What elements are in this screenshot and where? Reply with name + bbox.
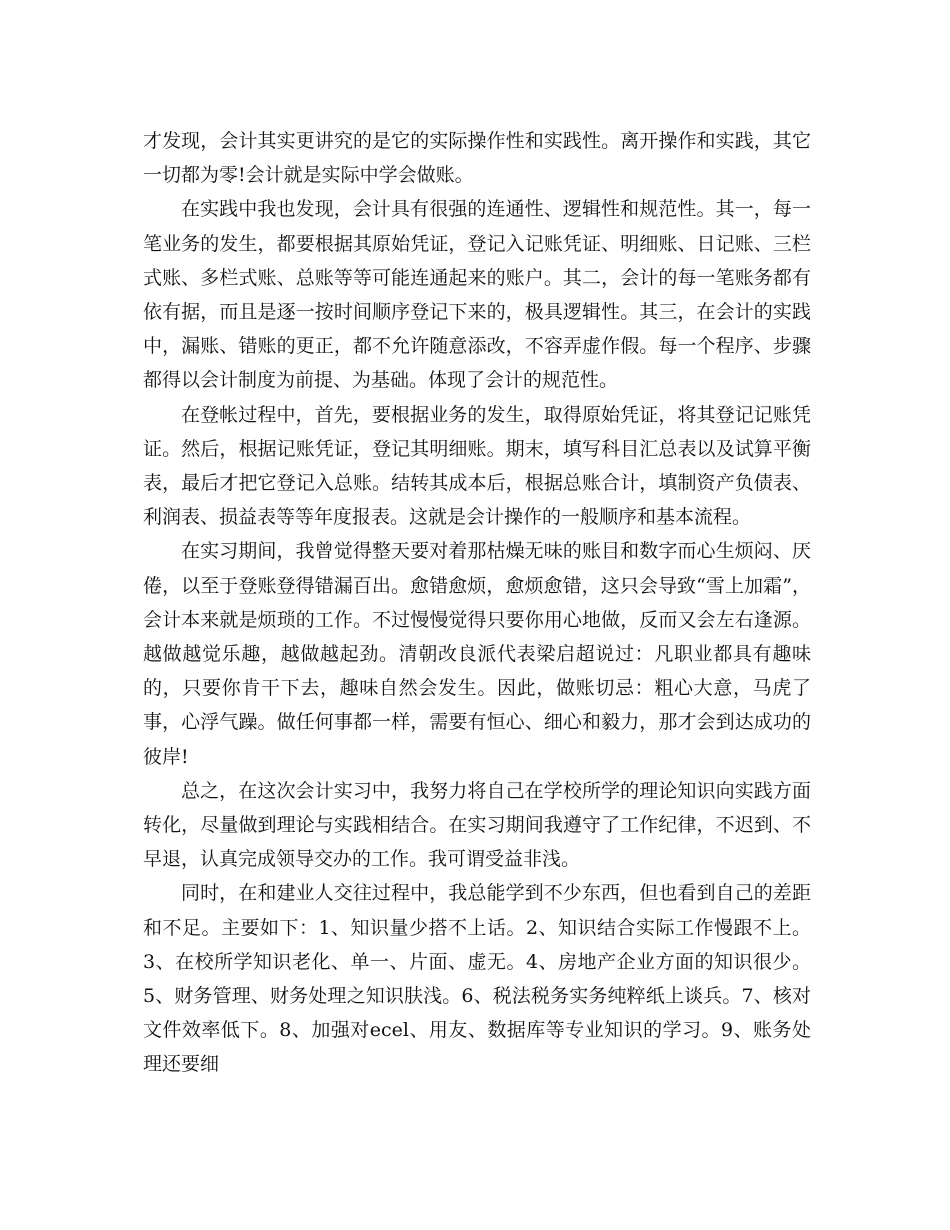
- document-body: [143, 124, 811, 1082]
- paragraph-6: 同时，在和建业人交往过程中，我总能学到不少东西，但也看到自己的差距和不足。主要如下：1、知识量少搭不上话。2、知识结合实际工作慢跟不上。3、在校所学知识老化、单一、片面、虚无。4、房地产企业方面的知识很少。5、财务管理、财务处理之知识肤浅。6、税法税务实务纯粹纸上谈兵。7、核对文件效率低下。8、加强对ecel、用友、数据库等专业知识的学习。9、账务处理还要细: [143, 882, 811, 1076]
- paragraph-3: 在登帐过程中，首先，要根据业务的发生，取得原始凭证，将其登记记账凭证。然后，根据记账凭证，登记其明细账。期末，填写科目汇总表以及试算平衡表，最后才把它登记入总账。结转其成本后，根据总账合计，填制资产负债表、利润表、损益表等等年度报表。这就是会计操作的一般顺序和基本流程。: [143, 403, 811, 529]
- paragraph-2: 在实践中我也发现，会计具有很强的连通性、逻辑性和规范性。其一，每一笔业务的发生，都要根据其原始凭证，登记入记账凭证、明细账、日记账、三栏式账、多栏式账、总账等等可能连通起来的账户。其二，会计的每一笔账务都有依有据，而且是逐一按时间顺序登记下来的，极具逻辑性。其三，在会计的实践中，漏账、错账的更正，都不允许随意添改，不容弄虚作假。每一个程序、步骤都得以会计制度为前提、为基础。体现了会计的规范性。: [143, 198, 811, 392]
- paragraph-1: 才发现，会计其实更讲究的是它的实际操作性和实践性。离开操作和实践，其它一切都为零!会计就是实际中学会做账。: [143, 130, 811, 187]
- paragraph-5: 总之，在这次会计实习中，我努力将自己在学校所学的理论知识向实践方面转化，尽量做到理论与实践相结合。在实习期间我遵守了工作纪律，不迟到、不早退，认真完成领导交办的工作。我可谓受益非浅。: [143, 779, 811, 871]
- paragraph-4: 在实习期间，我曾觉得整天要对着那枯燥无味的账目和数字而心生烦闷、厌倦，以至于登账登得错漏百出。愈错愈烦，愈烦愈错，这只会导致“雪上加霜”，会计本来就是烦琐的工作。不过慢慢觉得只要你用心地做，反而又会左右逢源。越做越觉乐趣，越做越起劲。清朝改良派代表梁启超说过：凡职业都具有趣味的，只要你肯干下去，趣味自然会发生。因此，做账切忌：粗心大意，马虎了事，心浮气躁。做任何事都一样，需要有恒心、细心和毅力，那才会到达成功的彼岸!: [143, 540, 811, 768]
